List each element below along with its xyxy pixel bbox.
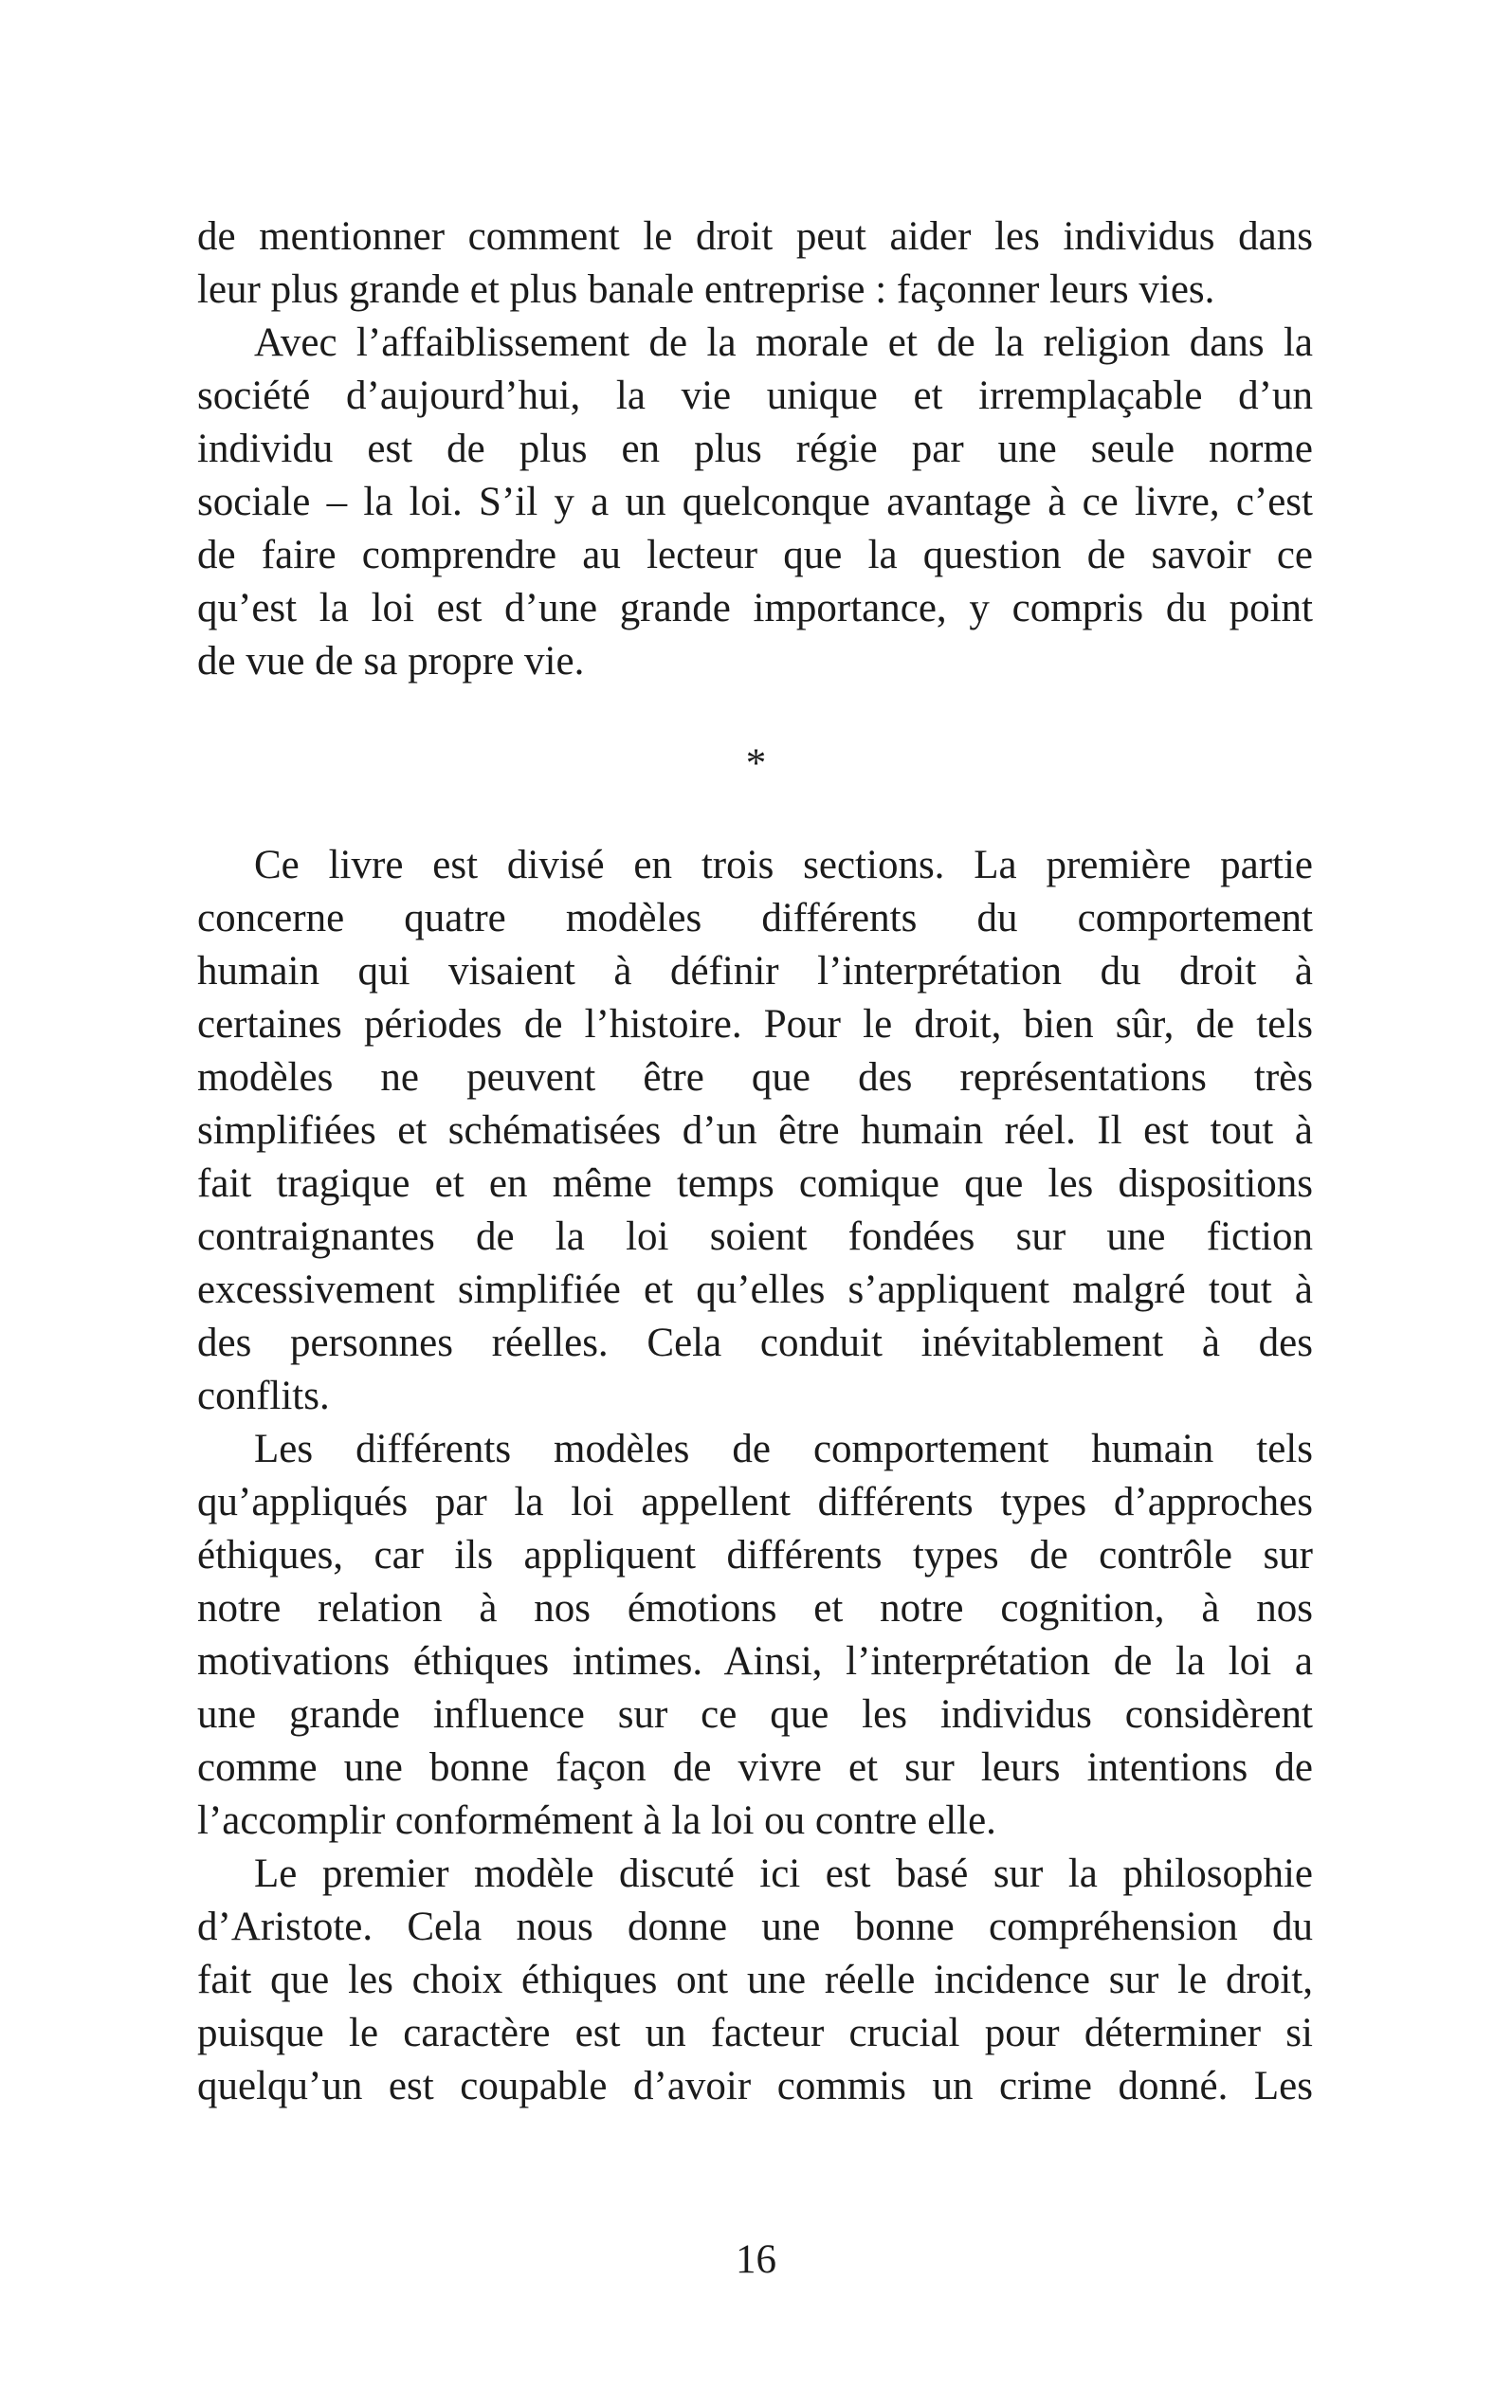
text-line: une grande influence sur ce que les individus considèrent	[197, 1692, 1313, 1737]
paragraph	[197, 839, 1313, 1423]
text-line: Le premier modèle discuté ici est basé sur la philosophie	[254, 1852, 1313, 1896]
text-line: sociale – la loi. S’il y a un quelconque avantage à ce livre, c’est	[197, 480, 1313, 524]
text-line: comme une bonne façon de vivre et sur leurs intentions de	[197, 1745, 1313, 1790]
text-line: Avec l’affaiblissement de la morale et de la religion dans la	[254, 320, 1313, 365]
text-line: conflits.	[197, 1374, 330, 1418]
text-line: motivations éthiques intimes. Ainsi, l’interprétation de la loi a	[197, 1639, 1313, 1684]
paragraph	[197, 1848, 1313, 2113]
paragraph	[197, 1423, 1313, 1848]
text-section-2	[197, 839, 1313, 2113]
text-line: modèles ne peuvent être que des représentations très	[197, 1055, 1313, 1100]
text-section-1	[197, 210, 1313, 688]
section-separator-asterisk: *	[745, 741, 767, 786]
text-line: l’accomplir conformément à la loi ou contre elle.	[197, 1798, 996, 1843]
text-line: puisque le caractère est un facteur crucial pour déterminer si	[197, 2011, 1313, 2055]
text-line: société d’aujourd’hui, la vie unique et irremplaçable d’un	[197, 374, 1313, 418]
text-line: excessivement simplifiée et qu’elles s’appliquent malgré tout à	[197, 1268, 1313, 1312]
text-line: contraignantes de la loi soient fondées sur une fiction	[197, 1214, 1313, 1259]
text-line: fait tragique et en même temps comique que les dispositions	[197, 1161, 1313, 1206]
text-line: qu’est la loi est d’une grande importance, y compris du point	[197, 586, 1313, 630]
paragraph	[197, 317, 1313, 688]
text-line: Les différents modèles de comportement humain tels	[254, 1427, 1313, 1471]
text-line: certaines périodes de l’histoire. Pour le droit, bien sûr, de tels	[197, 1002, 1313, 1047]
text-line: qu’appliqués par la loi appellent différents types d’approches	[197, 1480, 1313, 1524]
text-line: leur plus grande et plus banale entreprise : façonner leurs vies.	[197, 267, 1215, 312]
text-line: d’Aristote. Cela nous donne une bonne compréhension du	[197, 1905, 1313, 1949]
text-line: quelqu’un est coupable d’avoir commis un crime donné. Les	[197, 2064, 1313, 2108]
text-line: de mentionner comment le droit peut aider les individus dans	[197, 214, 1313, 259]
text-line: individu est de plus en plus régie par une seule norme	[197, 427, 1313, 471]
text-line: Ce livre est divisé en trois sections. La première partie	[254, 843, 1313, 887]
text-line: de faire comprendre au lecteur que la question de savoir ce	[197, 533, 1313, 577]
text-line: concerne quatre modèles différents du comportement	[197, 896, 1313, 940]
text-line: simplifiées et schématisées d’un être humain réel. Il est tout à	[197, 1108, 1313, 1153]
text-line: fait que les choix éthiques ont une réelle incidence sur le droit,	[197, 1958, 1313, 2002]
text-line: de vue de sa propre vie.	[197, 639, 585, 684]
text-line: notre relation à nos émotions et notre cognition, à nos	[197, 1586, 1313, 1631]
text-line: humain qui visaient à définir l’interprétation du droit à	[197, 949, 1313, 994]
text-line: éthiques, car ils appliquent différents types de contrôle sur	[197, 1533, 1313, 1578]
page-number: 16	[736, 2237, 776, 2282]
paragraph	[197, 210, 1313, 317]
text-line: des personnes réelles. Cela conduit inévitablement à des	[197, 1321, 1313, 1365]
